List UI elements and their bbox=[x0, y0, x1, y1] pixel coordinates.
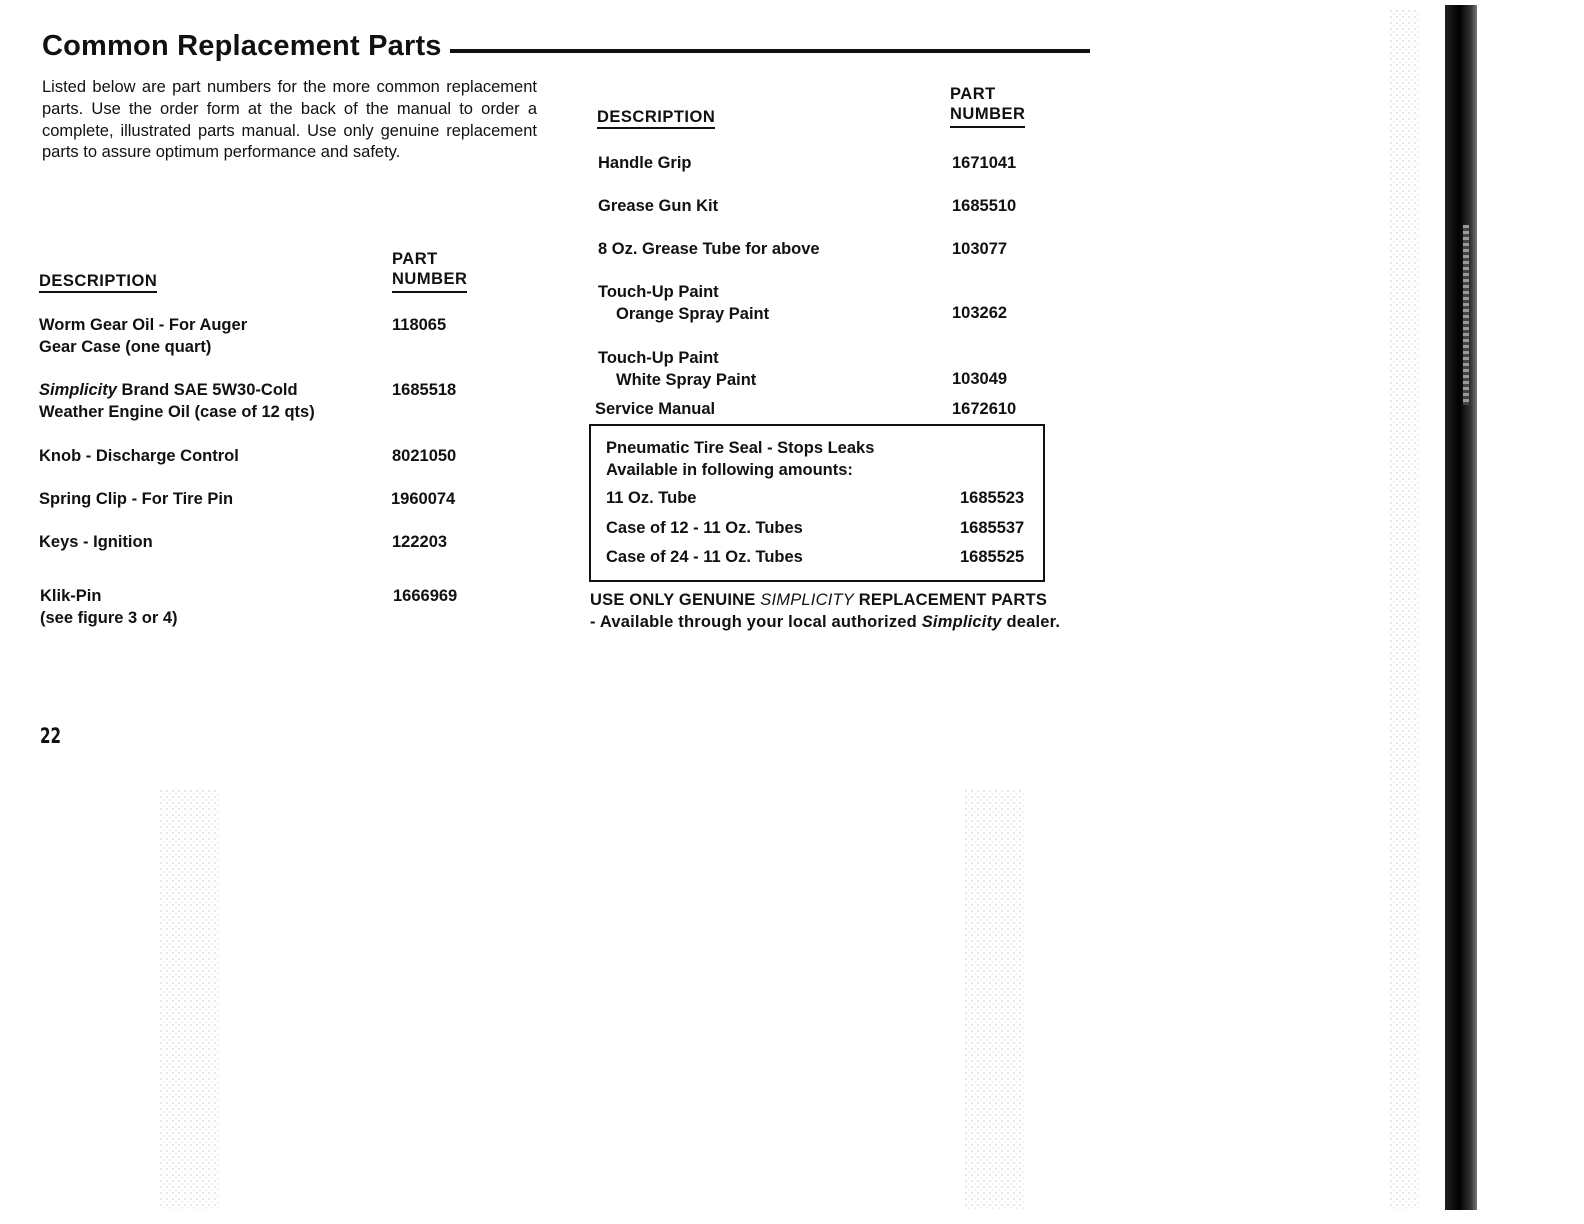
left-part-number-header: PART NUMBER bbox=[392, 250, 467, 293]
page-title: Common Replacement Parts bbox=[42, 30, 442, 62]
genuine-parts-notice: USE ONLY GENUINE SIMPLICITY REPLACEMENT PARTS - Available through your local authorized Simplicity dealer. bbox=[590, 591, 1061, 631]
right-part-number-header: PART NUMBER bbox=[950, 85, 1025, 128]
binding-edge bbox=[1445, 5, 1477, 1210]
tire-seal-item: Case of 12 - 11 Oz. Tubes 1685537 bbox=[606, 519, 1025, 537]
intro-paragraph: Listed below are part numbers for the more common replacement parts. Use the order form at the back of the manual to order a complete, illustrated parts manual. Use only genuine replacement parts to assure optimum performance and safety. bbox=[42, 78, 537, 162]
tire-seal-item: Case of 24 - 11 Oz. Tubes 1685525 bbox=[606, 548, 1025, 566]
title-rule bbox=[450, 49, 1090, 53]
left-description-header: DESCRIPTION bbox=[39, 272, 157, 291]
tire-seal-item: 11 Oz. Tube 1685523 bbox=[606, 489, 1025, 507]
scan-speckle bbox=[965, 790, 1025, 1210]
tire-seal-box bbox=[589, 424, 1045, 582]
scan-speckle bbox=[1390, 10, 1420, 1210]
page-number: 22 bbox=[40, 724, 62, 748]
tire-seal-heading: Pneumatic Tire Seal - Stops Leaks Available in following amounts: bbox=[606, 439, 875, 479]
scan-speckle bbox=[160, 790, 220, 1210]
right-description-header: DESCRIPTION bbox=[597, 108, 715, 127]
